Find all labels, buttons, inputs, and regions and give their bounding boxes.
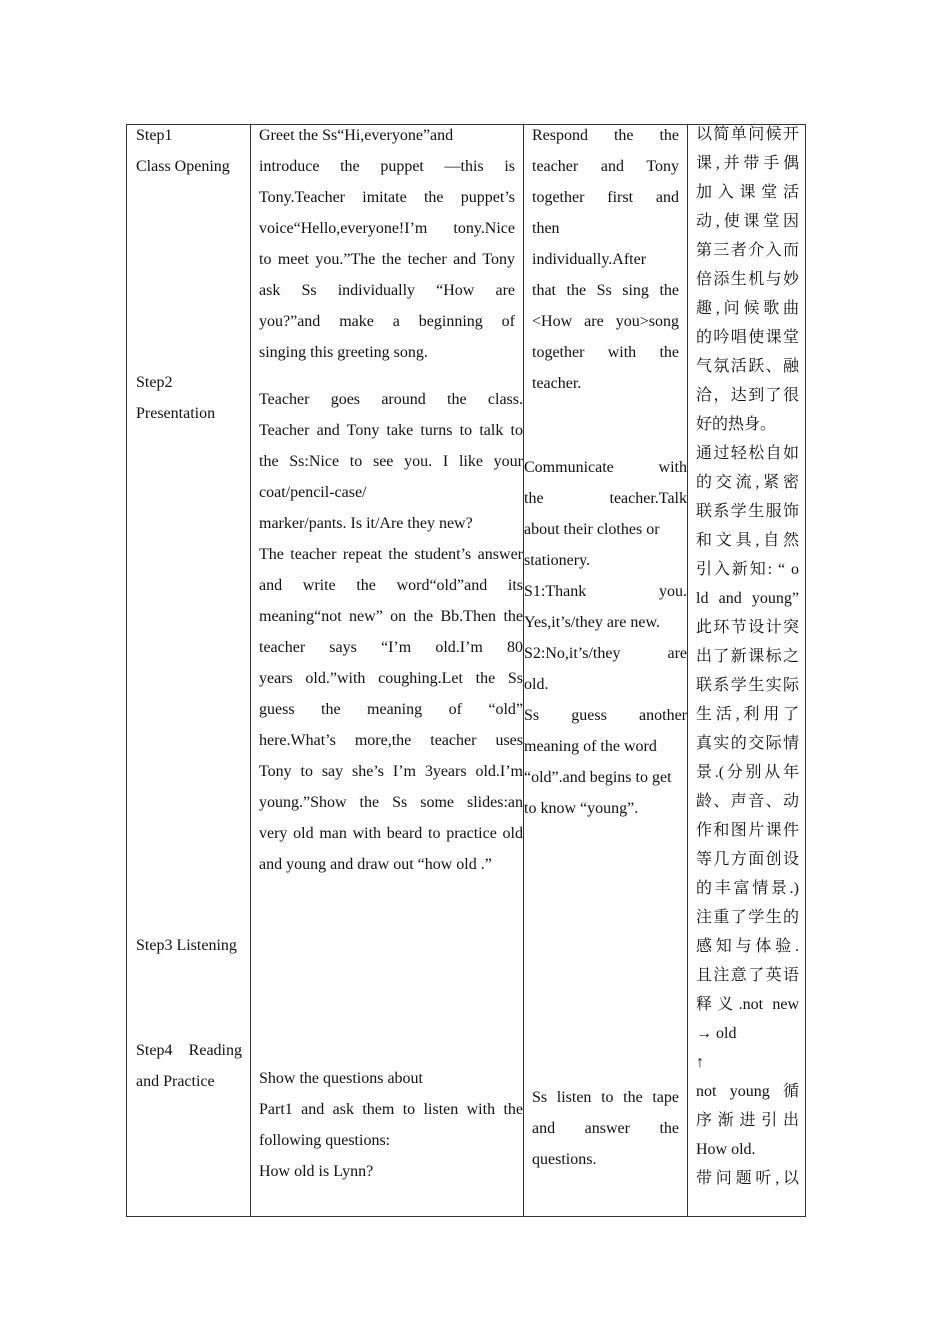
text-line: Show the questions about <box>259 1070 423 1087</box>
text-line: How old is Lynn? <box>259 1163 374 1180</box>
text-line: Teacher goes around the class. <box>259 391 523 408</box>
design-intent-column <box>688 125 805 1216</box>
text-line: ask Ss individually “How are <box>259 282 515 299</box>
text-line: guess the meaning of “old” <box>259 701 523 718</box>
text-line: 趣,问候歌曲 <box>696 300 799 317</box>
text-line: and answer the <box>532 1120 679 1137</box>
lesson-plan-table <box>126 124 806 1217</box>
teacher-opening-text <box>259 120 515 368</box>
steps-column <box>127 125 250 1216</box>
text-line: ↑ <box>696 1054 704 1071</box>
text-line: the teacher.Talk <box>524 490 687 507</box>
text-line: 释义.not new <box>696 996 799 1013</box>
text-line: individually.After <box>532 251 647 268</box>
text-line: 引入新知: “ o <box>696 561 799 578</box>
text-line: How old. <box>696 1141 756 1158</box>
text-line: 第三者介入而 <box>696 242 799 259</box>
text-line: → old <box>696 1025 737 1042</box>
text-line: that the Ss sing the <box>532 282 679 299</box>
text-line: young.”Show the Ss some slides:an <box>259 794 523 811</box>
text-line: S1:Thank you. <box>524 583 687 600</box>
text-line: coat/pencil-case/ <box>259 484 367 501</box>
text-line: ld and young” <box>696 590 799 607</box>
text-line: 联系学生实际 <box>696 677 799 694</box>
text-line: and write the word“old”and its <box>259 577 523 594</box>
text-line: 此环节设计突 <box>696 619 799 636</box>
text-line: 课,并带手偶 <box>696 155 799 172</box>
text-line: 序渐进引出 <box>696 1112 799 1129</box>
step2-name: Presentation <box>136 405 216 422</box>
step4-title <box>136 1035 242 1066</box>
text-line: 加入课堂活 <box>696 184 799 201</box>
step2-block <box>136 367 215 429</box>
text-line: 注重了学生的 <box>696 909 799 926</box>
text-line: singing this greeting song. <box>259 344 428 361</box>
text-line: 倍添生机与妙 <box>696 271 799 288</box>
text-line: here.What’s more,the teacher uses <box>259 732 523 749</box>
text-line: very old man with beard to practice old <box>259 825 523 842</box>
text-line: 的丰富情景.) <box>696 880 799 897</box>
text-line: teacher. <box>532 375 582 392</box>
text-line: 动,使课堂因 <box>696 213 799 230</box>
text-line: S2:No,it’s/they are <box>524 645 687 662</box>
text-line: Ss guess another <box>524 707 687 724</box>
text-line: teacher and Tony <box>532 158 679 175</box>
text-line: 带问题听,以 <box>696 1170 799 1187</box>
text-line: 气氛活跃、融 <box>696 358 799 375</box>
text-line: not young 循 <box>696 1083 799 1100</box>
text-line: 联系学生服饰 <box>696 503 799 520</box>
text-line: Tony to say she’s I’m 3years old.I’m <box>259 763 523 780</box>
student-listening-text <box>532 1082 679 1175</box>
step3-name: Step3 Listening <box>136 937 237 954</box>
text-line: Teacher and Tony take turns to talk to <box>259 422 523 439</box>
text-line: stationery. <box>524 552 591 569</box>
text-line: then <box>532 220 560 237</box>
text-line: you?”and make a beginning of <box>259 313 515 330</box>
text-line: 通过轻松自如 <box>696 445 799 462</box>
step2-label: Step2 <box>136 374 173 391</box>
text-line: Part1 and ask them to listen with the <box>259 1101 523 1118</box>
text-line: 生活,利用了 <box>696 706 799 723</box>
teacher-activity-column <box>251 125 523 1216</box>
step1-name: Class Opening <box>136 158 230 175</box>
text-line: Ss listen to the tape <box>532 1089 679 1106</box>
text-line: Yes,it’s/they are new. <box>524 614 660 631</box>
text-line: Greet the Ss“Hi,everyone”and <box>259 127 454 144</box>
text-line: meaning of the word <box>524 738 657 755</box>
text-line: The teacher repeat the student’s answer <box>259 546 523 563</box>
text-line: Communicate with <box>524 459 687 476</box>
student-activity-column <box>524 125 687 1216</box>
text-line: old. <box>524 676 549 693</box>
text-line: 且注意了英语 <box>696 967 799 984</box>
text-line: years old.”with coughing.Let the Ss <box>259 670 523 687</box>
text-line: Respond the the <box>532 127 679 144</box>
text-line: 等几方面创设 <box>696 851 799 868</box>
text-line: to know “young”. <box>524 800 639 817</box>
text-line: 的吟唱使课堂 <box>696 329 799 346</box>
text-line: teacher says “I’m old.I’m 80 <box>259 639 523 656</box>
text-line: 作和图片课件 <box>696 822 799 839</box>
text-line: together first and <box>532 189 679 206</box>
step4-label: Step4 <box>136 1042 173 1059</box>
teacher-listening-text <box>259 1063 523 1187</box>
text-line: 龄、声音、动 <box>696 793 799 810</box>
text-line: Tony.Teacher imitate the puppet’s <box>259 189 515 206</box>
text-line: <How are you>song <box>532 313 679 330</box>
step1-label: Step1 <box>136 127 173 144</box>
step4-name: and Practice <box>136 1073 215 1090</box>
step1-block <box>136 120 230 182</box>
text-line: 以简单问候开 <box>696 126 799 143</box>
text-line: “old”.and begins to get <box>524 769 672 786</box>
text-line: and young and draw out “how old .” <box>259 856 492 873</box>
text-line: 真实的交际情 <box>696 735 799 752</box>
text-line: voice“Hello,everyone!I’m tony.Nice <box>259 220 515 237</box>
text-line: questions. <box>532 1151 597 1168</box>
step3-block <box>136 930 237 961</box>
text-line: 洽，达到了很 <box>696 387 799 404</box>
text-line: the Ss:Nice to see you. I like your <box>259 453 523 470</box>
text-line: 出了新课标之 <box>696 648 799 665</box>
text-line: about their clothes or <box>524 521 660 538</box>
text-line: together with the <box>532 344 679 361</box>
text-line: 感知与体验. <box>696 938 799 955</box>
text-line: 景.(分别从年 <box>696 764 799 781</box>
text-line: 好的热身。 <box>696 416 777 433</box>
text-line: 的交流,紧密 <box>696 474 799 491</box>
design-intent-text <box>696 120 799 1193</box>
teacher-presentation-text <box>259 384 523 880</box>
text-line: meaning“not new” on the Bb.Then the <box>259 608 523 625</box>
text-line: 和文具,自然 <box>696 532 799 549</box>
text-line: following questions: <box>259 1132 391 1149</box>
text-line: introduce the puppet —this is <box>259 158 515 175</box>
step4-word: Reading <box>188 1042 242 1059</box>
text-line: marker/pants. Is it/Are they new? <box>259 515 473 532</box>
text-line: to meet you.”The the techer and Tony <box>259 251 515 268</box>
student-presentation-text <box>524 452 687 824</box>
step4-block <box>136 1035 242 1097</box>
student-opening-text <box>532 120 679 399</box>
